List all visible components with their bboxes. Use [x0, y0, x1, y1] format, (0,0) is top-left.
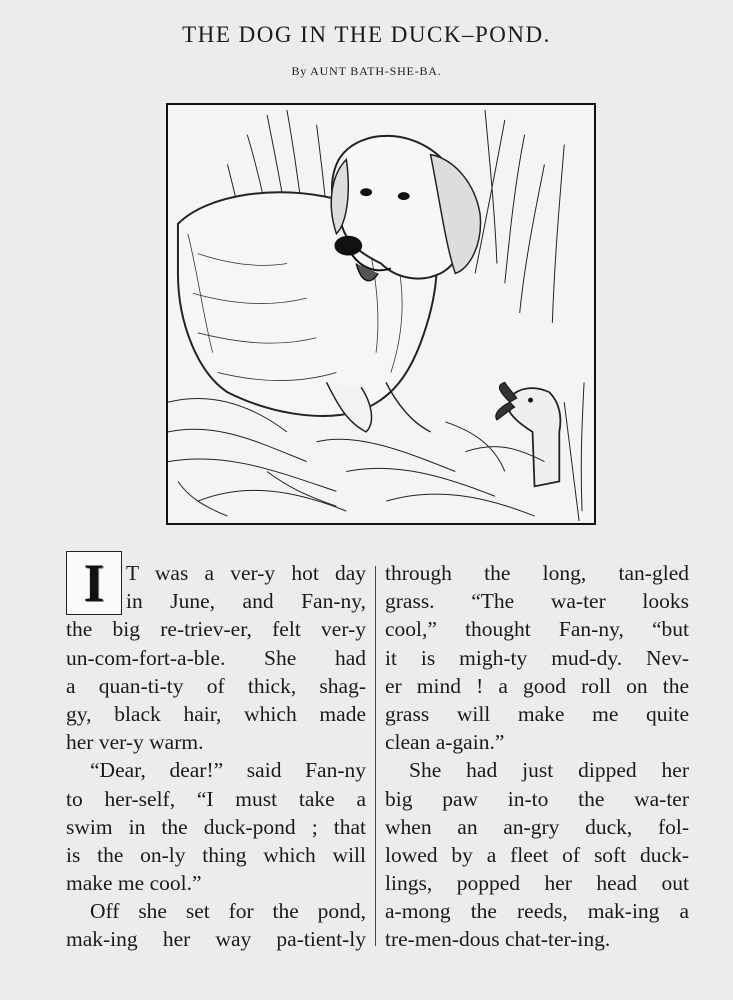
text-line: make me cool.”	[66, 871, 202, 896]
text-line: She had just dipped her	[409, 758, 689, 783]
text-line: it is migh-ty mud-dy. Nev-	[385, 645, 689, 670]
text-line: mak-ing her way pa-tient-ly	[66, 927, 366, 952]
text-line: grass will make me quite	[385, 701, 689, 726]
right-text-column	[385, 559, 689, 954]
text-line: lowed by a fleet of soft duck-	[385, 842, 689, 867]
text-line: the big re-triev-er, felt ver-y	[66, 617, 366, 642]
text-line: in June, and Fan-ny,	[126, 589, 366, 614]
dog-illustration	[166, 103, 596, 525]
text-line: clean a-gain.”	[385, 730, 505, 755]
text-line: through the long, tan-gled	[385, 561, 689, 585]
text-line: er mind ! a good roll on the	[385, 673, 689, 698]
text-line: gy, black hair, which made	[66, 701, 366, 726]
text-line: tre-men-dous chat-ter-ing.	[385, 927, 611, 952]
text-line: cool,” thought Fan-ny, “but	[385, 617, 689, 642]
column-divider	[375, 566, 376, 946]
byline: By AUNT BATH-SHE-BA.	[291, 64, 442, 78]
drop-cap-letter: I	[83, 553, 105, 613]
text-line: un-com-fort-a-ble. She had	[66, 645, 366, 670]
page-title: THE DOG IN THE DUCK–POND.	[182, 22, 551, 47]
text-line: “Dear, dear!” said Fan-ny	[90, 758, 366, 783]
dog-and-duck-engraving	[168, 105, 594, 523]
text-line: lings, popped her head out	[385, 871, 689, 896]
text-line: a-mong the reeds, mak-ing a	[385, 899, 689, 924]
text-line: a quan-ti-ty of thick, shag-	[66, 673, 366, 698]
text-line: big paw in-to the wa-ter	[385, 786, 689, 811]
text-line: when an an-gry duck, fol-	[385, 814, 689, 839]
text-line: to her-self, “I must take a	[66, 786, 366, 811]
text-line: swim in the duck-pond ; that	[66, 814, 366, 839]
left-text-column	[66, 559, 366, 954]
text-line: grass. “The wa-ter looks	[385, 589, 689, 614]
text-line: T was a ver-y hot day	[126, 561, 366, 585]
text-line: her ver-y warm.	[66, 730, 204, 755]
text-line: is the on-ly thing which will	[66, 842, 366, 867]
text-line: Off she set for the pond,	[90, 899, 366, 924]
